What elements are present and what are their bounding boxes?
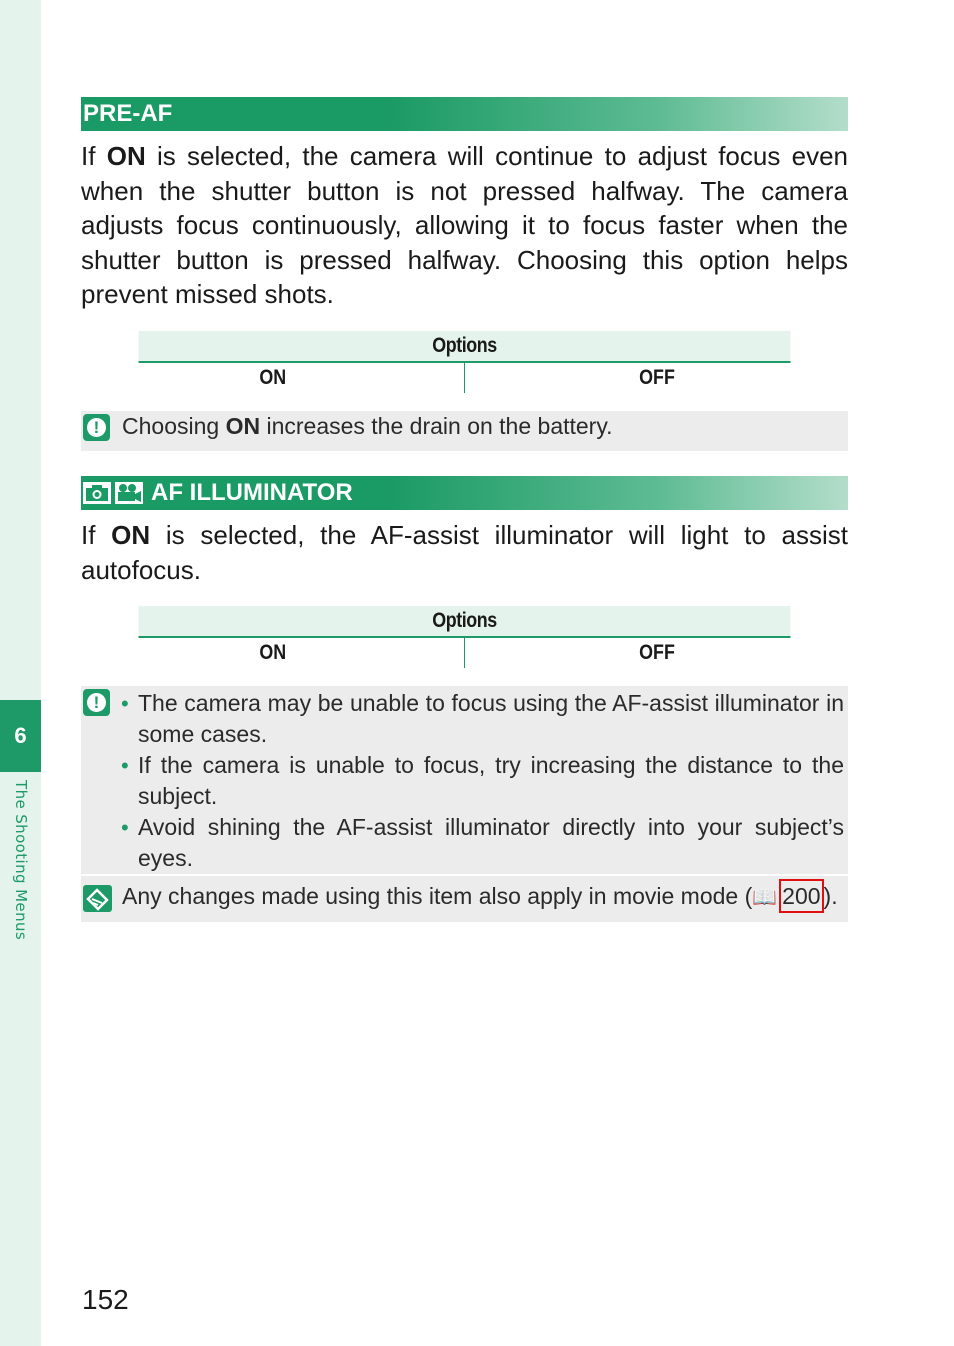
page-reference-link[interactable]: 200 — [779, 879, 823, 913]
option-off: OFF — [638, 641, 675, 664]
caution-note-pre-af — [81, 411, 848, 451]
list-item — [121, 812, 844, 874]
chapter-number: 6 — [14, 723, 27, 748]
option-cell — [81, 363, 465, 393]
body-text-bold: ON — [111, 520, 151, 550]
caution-note-af-illuminator — [81, 686, 848, 874]
chapter-label: The Shooting Menus — [12, 780, 30, 941]
option-off: OFF — [638, 366, 675, 389]
option-cell — [465, 638, 848, 668]
option-cell — [465, 363, 848, 393]
options-table-pre-af — [81, 331, 848, 393]
section-body-pre-af — [81, 139, 848, 312]
page-number: 152 — [82, 1284, 129, 1315]
bullet-icon: • — [121, 815, 129, 840]
body-text-bold: ON — [106, 141, 146, 171]
list-item — [121, 750, 844, 812]
bullet-icon: • — [121, 753, 129, 778]
memo-icon — [83, 885, 112, 912]
section-heading-pre-af — [81, 97, 848, 131]
chapter-sidebar — [0, 0, 41, 1346]
section-title: AF ILLUMINATOR — [151, 479, 353, 506]
body-text-lead: If — [81, 520, 112, 550]
chapter-tab — [0, 700, 41, 772]
memo-text-close: ). — [823, 883, 838, 909]
mode-icons — [83, 482, 143, 504]
caution-text — [122, 411, 844, 441]
memo-text-body: Any changes made using this item also apply in movie mode ( — [122, 883, 753, 909]
caution-text-lead: Choosing — [122, 413, 226, 439]
caution-text-rest: increases the drain on the battery. — [260, 413, 613, 439]
options-row — [81, 363, 848, 393]
list-item — [121, 688, 844, 750]
caution-bullet-list — [121, 688, 844, 874]
options-header: Options — [139, 331, 791, 363]
body-text-rest: is selected, the camera will continue to adjust focus even when the shutter button is not pressed halfway. The camera adjusts focus continuously, allowing it to focus faster when the shutter button is pressed halfway. Choosing this option helps prevent missed shots. — [81, 141, 848, 309]
caution-icon: ! — [83, 689, 110, 716]
bullet-icon: • — [121, 691, 129, 716]
still-camera-icon — [83, 482, 111, 504]
bullet-text: The camera may be unable to focus using the AF-assist illuminator in some cases. — [138, 690, 844, 747]
book-icon: 📖 — [752, 887, 778, 909]
body-text-lead: If — [81, 141, 107, 171]
caution-text-bold: ON — [225, 413, 261, 439]
options-row — [81, 638, 848, 668]
movie-camera-icon — [115, 482, 143, 504]
option-on: ON — [259, 641, 286, 664]
bullet-text: If the camera is unable to focus, try increasing the distance to the subject. — [138, 752, 844, 809]
option-cell — [81, 638, 465, 668]
section-title: PRE-AF — [83, 100, 173, 127]
memo-text — [122, 879, 844, 914]
options-table-af-illuminator — [81, 606, 848, 668]
bullet-text: Avoid shining the AF-assist illuminator directly into your subject’s eyes. — [138, 814, 844, 871]
body-text-rest: is selected, the AF-assist illuminator will light to assist autofocus. — [81, 520, 848, 585]
option-on: ON — [259, 366, 286, 389]
section-body-af-illuminator — [81, 518, 848, 587]
memo-note-af-illuminator — [81, 876, 848, 922]
caution-icon: ! — [83, 414, 110, 441]
options-header: Options — [139, 606, 791, 638]
section-heading-af-illuminator — [81, 476, 848, 510]
